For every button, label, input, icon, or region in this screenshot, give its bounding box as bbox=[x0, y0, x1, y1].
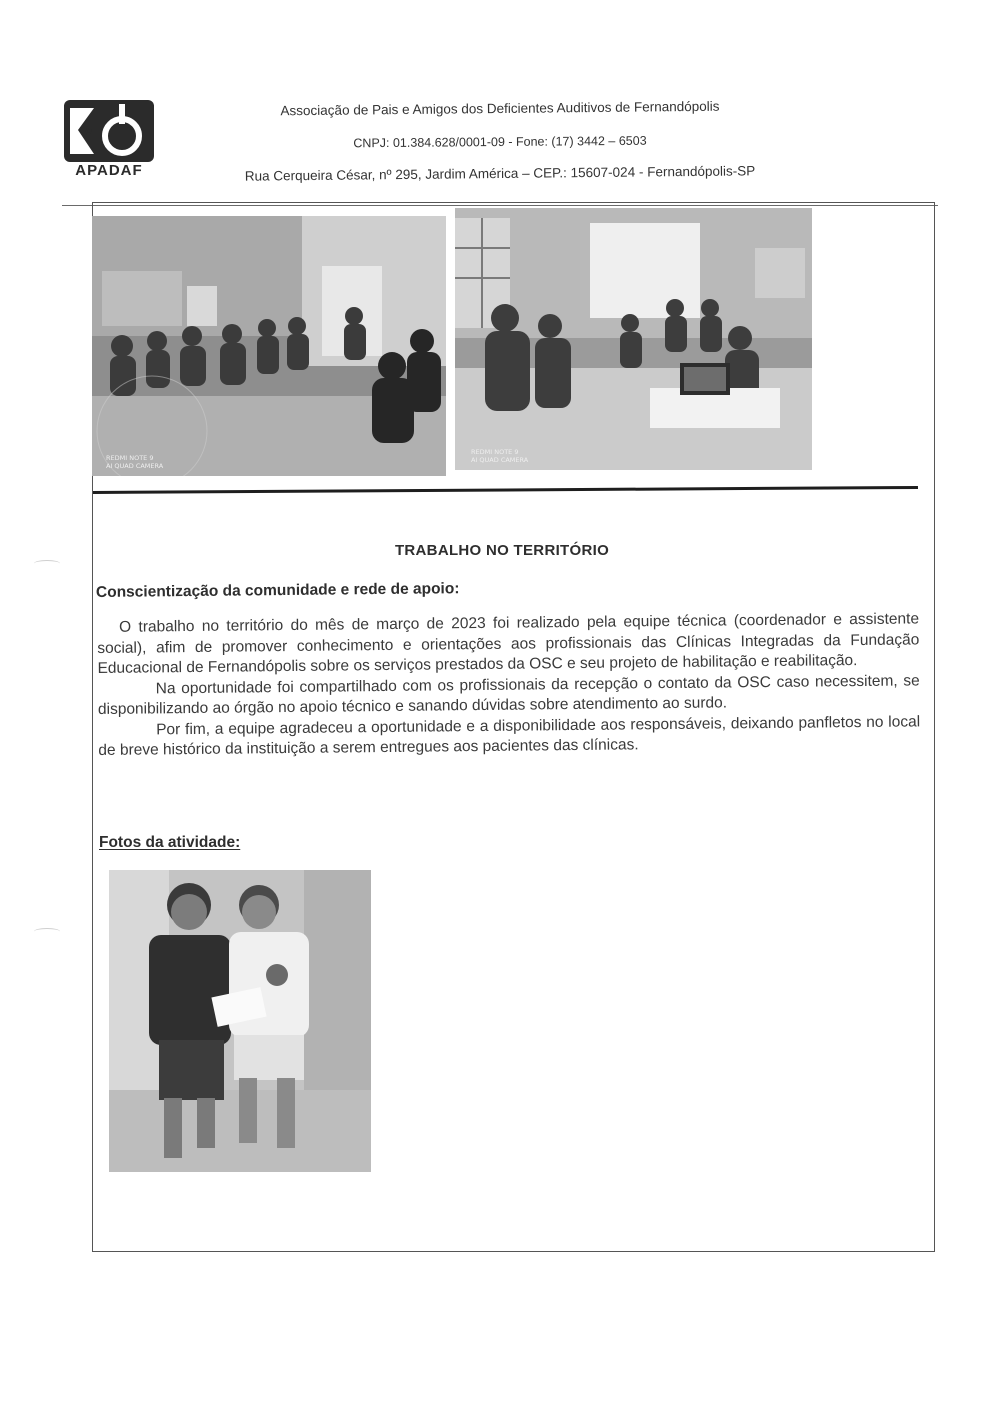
apadaf-logo bbox=[62, 100, 156, 182]
section-title: TRABALHO NO TERRITÓRIO bbox=[394, 542, 610, 559]
cnpj-phone: CNPJ: 01.384.628/0001-09 - Fone: (17) 3442 – 6503 bbox=[353, 133, 647, 151]
scan-artifact bbox=[34, 560, 60, 567]
scan-artifact bbox=[34, 928, 60, 935]
camera-watermark: REDMI NOTE 9 AI QUAD CAMERA bbox=[106, 454, 164, 470]
logo-text: APADAF bbox=[75, 162, 143, 179]
section-subtitle: Conscientização da comunidade e rede de apoio: bbox=[95, 580, 460, 601]
ear-logo-icon bbox=[64, 100, 154, 162]
photo-waiting-room-group bbox=[92, 216, 446, 476]
camera-watermark: REDMI NOTE 9 AI QUAD CAMERA bbox=[471, 448, 529, 464]
paragraph-2: Na oportunidade foi compartilhado com os profissionais da recepção o contato da OSC caso necessitem, se disponibilizando ao órgão no apoio técnico e sanando dúvidas sobre atendimento ao surdo. bbox=[97, 671, 920, 718]
paragraph-3: Por fim, a equipe agradeceu a oportunidade e a disponibilidade aos responsáveis, deixando panfletos no local de breve histórico da instituição a serem entregues aos pacientes das clínicas. bbox=[98, 712, 921, 759]
photo-pamphlet-handover bbox=[109, 870, 371, 1172]
photos-label: Fotos da atividade: bbox=[99, 834, 241, 851]
organization-name: Associação de Pais e Amigos dos Deficientes Auditivos de Fernandópolis bbox=[280, 98, 720, 119]
address: Rua Cerqueira César, nº 295, Jardim América – CEP.: 15607-024 - Fernandópolis-SP bbox=[244, 163, 756, 184]
body-text bbox=[97, 609, 920, 761]
photo-meeting-projector bbox=[455, 208, 812, 470]
paragraph-1: O trabalho no território do mês de março de 2023 foi realizado pela equipe técnica (coordenador e assistente social), afim de promover conhecimento e orientações aos profissionais das Clínicas Integradas da Fundação Educacional de Fernandópolis sobre os serviços prestados da OSC e seu projeto de habilitação e reabilitação. bbox=[97, 610, 920, 677]
svg-text:A: A bbox=[84, 123, 94, 138]
